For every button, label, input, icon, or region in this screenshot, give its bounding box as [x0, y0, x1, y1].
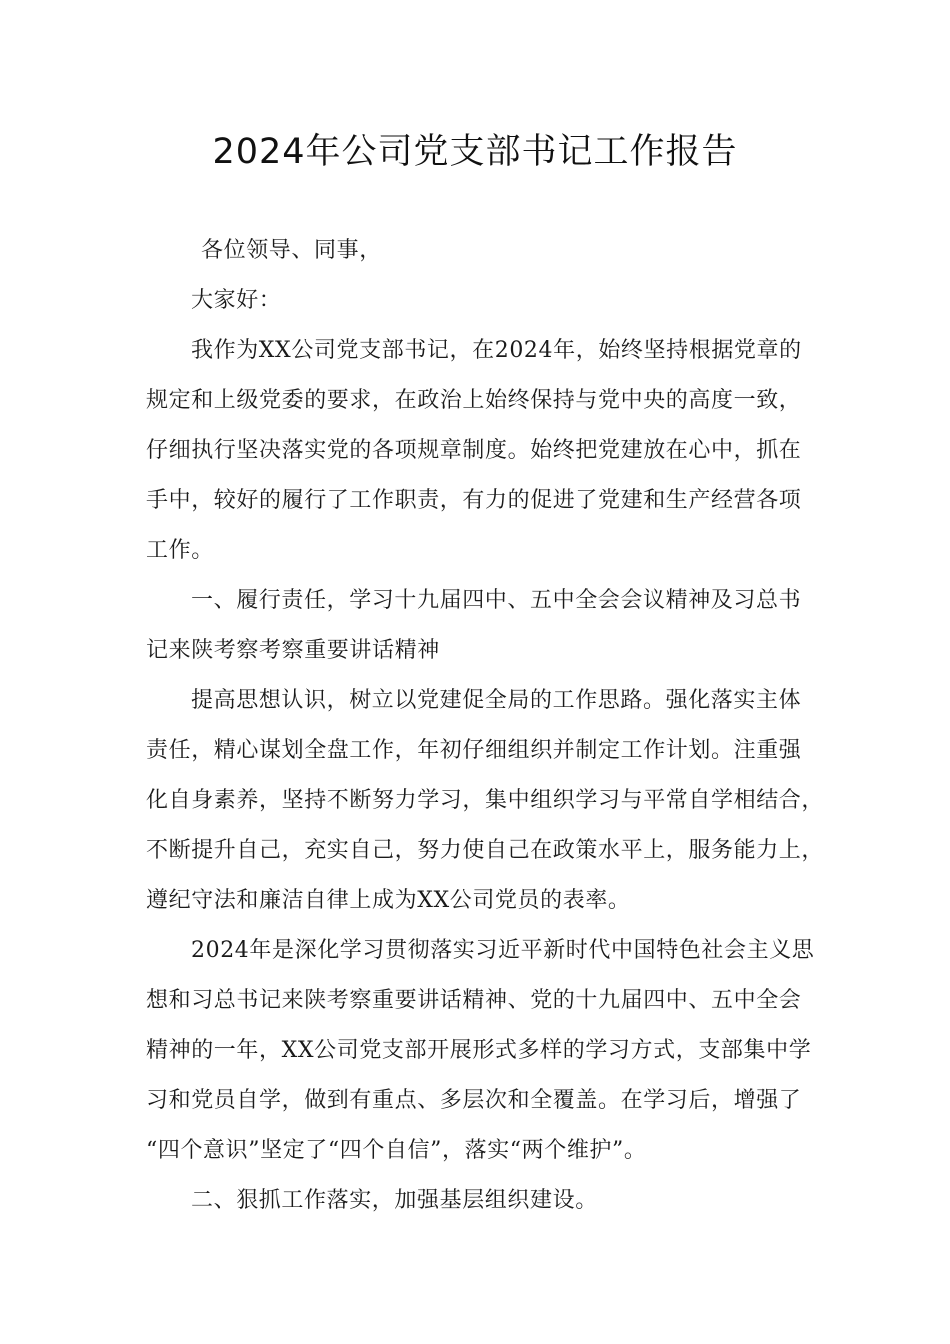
section-heading-line: 二、狠抓工作落实，加强基层组织建设。 [191, 1188, 598, 1213]
paragraph-line: 遵纪守法和廉洁自律上成为XX公司党员的表率。 [146, 888, 631, 913]
paragraph-line: 不断提升自己，充实自己，努力使自己在政策水平上，服务能力上， [146, 838, 825, 863]
paragraph-line: 规定和上级党委的要求，在政治上始终保持与党中央的高度一致， [146, 388, 802, 413]
paragraph-line: 化自身素养，坚持不断努力学习，集中组织学习与平常自学相结合， [146, 788, 825, 813]
paragraph-line: 提高思想认识，树立以党建促全局的工作思路。强化落实主体 [191, 688, 802, 713]
section-heading-line: 一、履行责任，学习十九届四中、五中全会会议精神及习总书 [191, 588, 802, 613]
greeting-line: 各位领导、同事， [201, 238, 382, 263]
paragraph-line: 想和习总书记来陕考察重要讲话精神、党的十九届四中、五中全会 [146, 988, 802, 1013]
paragraph-line: 手中，较好的履行了工作职责，有力的促进了党建和生产经营各项 [146, 488, 802, 513]
paragraph-line: 仔细执行坚决落实党的各项规章制度。始终把党建放在心中，抓在 [146, 438, 802, 463]
paragraph-line: 精神的一年，XX公司党支部开展形式多样的学习方式，支部集中学 [146, 1038, 812, 1063]
paragraph-line: 责任，精心谋划全盘工作，年初仔细组织并制定工作计划。注重强 [146, 738, 802, 763]
section-heading-line: 记来陕考察考察重要讲话精神 [146, 638, 440, 663]
paragraph-line: “四个意识”坚定了“四个自信”，落实“两个维护”。 [146, 1138, 647, 1163]
paragraph-line: 2024年是深化学习贯彻落实习近平新时代中国特色社会主义思 [191, 938, 815, 963]
paragraph-line: 我作为XX公司党支部书记，在2024年，始终坚持根据党章的 [191, 338, 802, 363]
greeting-line: 大家好： [191, 288, 282, 313]
document-title: 2024年公司党支部书记工作报告 [212, 132, 738, 172]
paragraph-line: 习和党员自学，做到有重点、多层次和全覆盖。在学习后，增强了 [146, 1088, 802, 1113]
paragraph-line: 工作。 [146, 538, 214, 563]
